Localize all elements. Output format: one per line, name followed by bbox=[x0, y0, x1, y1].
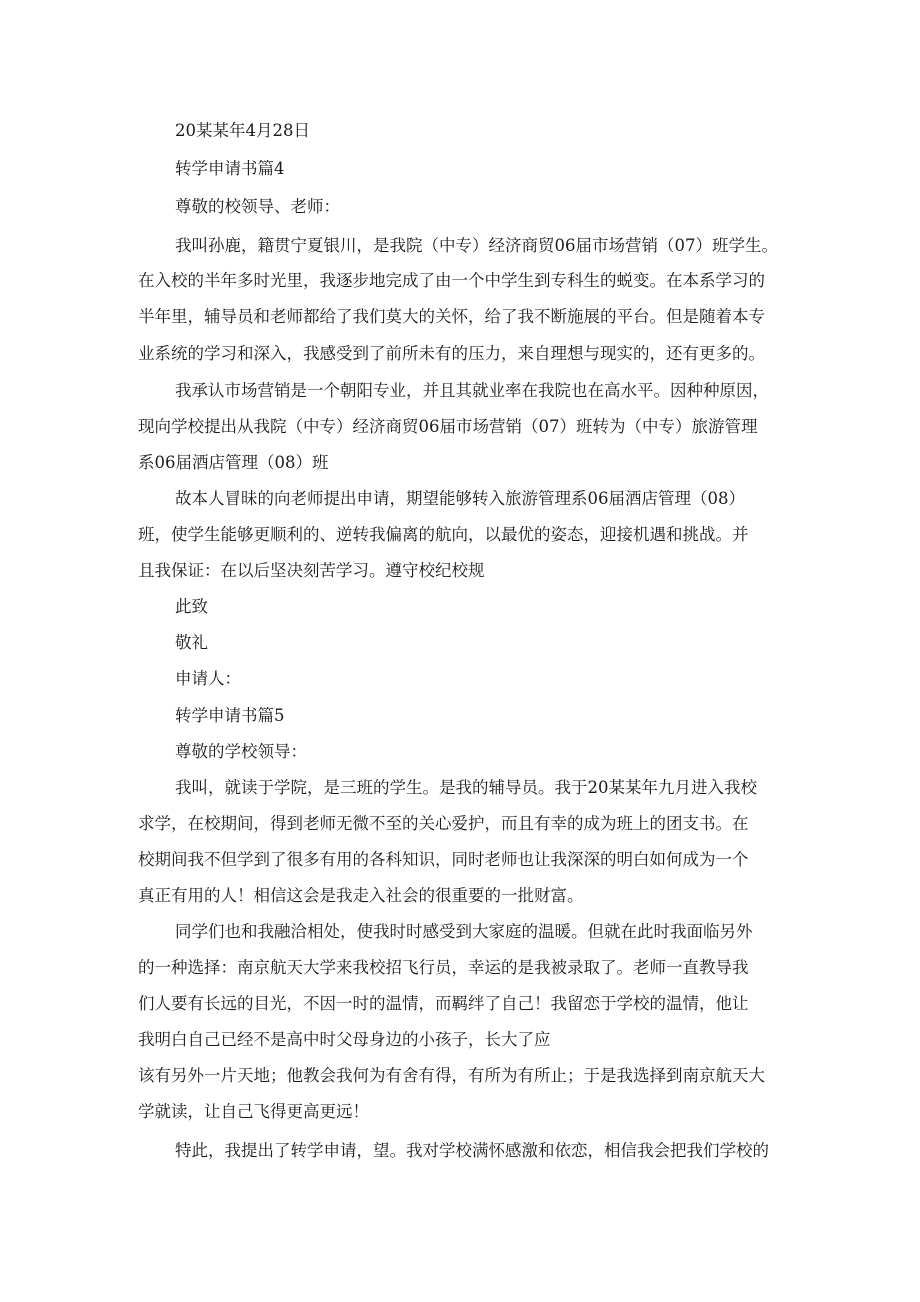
paragraph-line: 求学，在校期间，得到老师无微不至的关心爱护，而且有幸的成为班上的团支书。在 bbox=[138, 814, 749, 833]
paragraph-line: 们人要有长远的目光，不因一时的温情，而羁绊了自己！我留恋于学校的温情，他让 bbox=[138, 994, 749, 1013]
paragraph-line: 我明白自己已经不是高中时父母身边的小孩子，长大了应 bbox=[138, 1030, 551, 1049]
paragraph-line: 学就读，让自己飞得更高更远！ bbox=[138, 1102, 369, 1121]
paragraph-line: 真正有用的人！相信这会是我走入社会的很重要的一批财富。 bbox=[138, 886, 584, 905]
paragraph-line: 业系统的学习和深入，我感受到了前所未有的压力，来自理想与现实的，还有更多的。 bbox=[138, 344, 765, 363]
salutation: 尊敬的学校领导： bbox=[175, 742, 307, 761]
paragraph-line: 系06届酒店管理（08）班 bbox=[138, 453, 329, 472]
section-heading: 转学申请书篇4 bbox=[175, 159, 285, 178]
closing-line: 敬礼 bbox=[175, 633, 208, 652]
paragraph-line: 特此，我提出了转学申请，望。我对学校满怀感激和依恋，相信我会把我们学校的 bbox=[175, 1141, 769, 1160]
date-line: 20某某年4月28日 bbox=[175, 121, 310, 140]
paragraph-line: 且我保证：在以后坚决刻苦学习。遵守校纪校规 bbox=[138, 561, 485, 580]
salutation: 尊敬的校领导、老师： bbox=[175, 197, 340, 216]
paragraph-line: 在入校的半年多时光里，我逐步地完成了由一个中学生到专科生的蜕变。在本系学习的 bbox=[138, 271, 765, 290]
paragraph-line: 我承认市场营销是一个朝阳专业，并且其就业率在我院也在高水平。因种种原因， bbox=[175, 381, 769, 400]
paragraph-line: 该有另外一片天地；他教会我何为有舍有得，有所为有所止；于是我选择到南京航天大 bbox=[138, 1066, 765, 1085]
paragraph-line: 半年里，辅导员和老师都给了我们莫大的关怀，给了我不断施展的平台。但是随着本专 bbox=[138, 307, 765, 326]
paragraph-line: 校期间我不但学到了很多有用的各科知识，同时老师也让我深深的明白如何成为一个 bbox=[138, 850, 749, 869]
paragraph-line: 我叫孙鹿，籍贯宁夏银川，是我院（中专）经济商贸06届市场营销（07）班学生。 bbox=[175, 236, 778, 255]
paragraph-line: 故本人冒昧的向老师提出申请，期望能够转入旅游管理系06届酒店管理（08） bbox=[175, 489, 745, 508]
paragraph-line: 班，使学生能够更顺利的、逆转我偏离的航向，以最优的姿态，迎接机遇和挑战。并 bbox=[138, 525, 749, 544]
paragraph-line: 我叫，就读于学院，是三班的学生。是我的辅导员。我于20某某年九月进入我校 bbox=[175, 778, 757, 797]
section-heading: 转学申请书篇5 bbox=[175, 706, 285, 725]
paragraph-line: 现向学校提出从我院（中专）经济商贸06届市场营销（07）班转为（中专）旅游管理 bbox=[138, 417, 758, 436]
paragraph-line: 的一种选择：南京航天大学来我校招飞行员，幸运的是我被录取了。老师一直教导我 bbox=[138, 958, 749, 977]
paragraph-line: 同学们也和我融洽相处，使我时时感受到大家庭的温暖。但就在此时我面临另外 bbox=[175, 922, 753, 941]
closing-line: 此致 bbox=[175, 597, 208, 616]
signature-line: 申请人： bbox=[175, 669, 241, 688]
